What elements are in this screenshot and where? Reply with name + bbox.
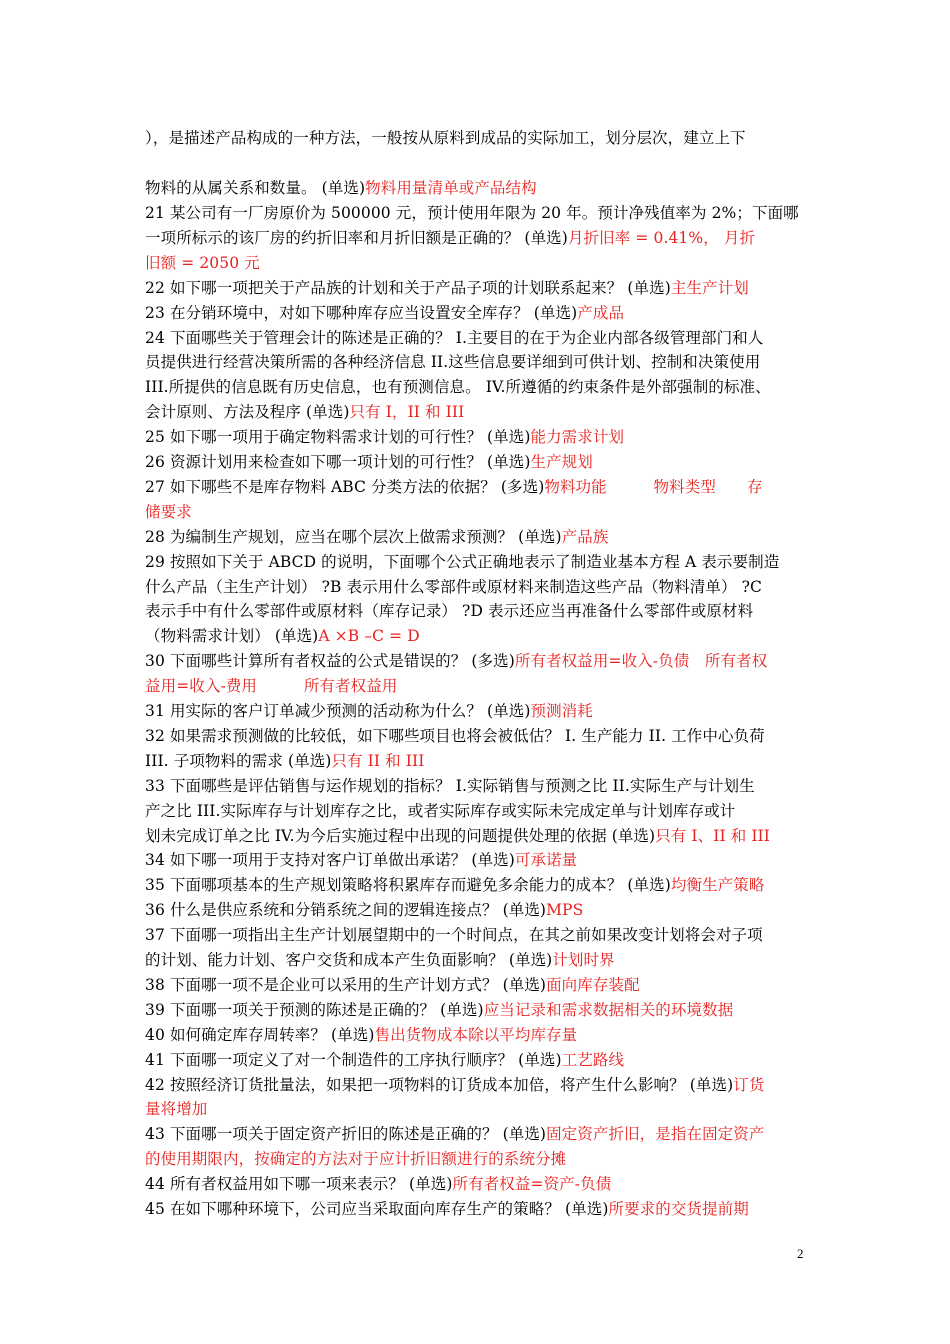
question-text: 40 如何确定库存周转率？ (单选) [145,1025,375,1044]
text-line [145,301,624,326]
question-text: 33 下面哪些是评估销售与运作规划的指标？ I.实际销售与预测之比 II.实际生产与计划生 [145,776,755,795]
question-text: 什么产品（主生产计划） ?B 表示用什么零部件或原材料来制造这些产品（物料清单） ?C [145,577,762,596]
question-text: 37 下面哪一项指出主生产计划展望期中的一个时间点，在其之前如果改变计划将会对子项 [145,926,763,945]
answer-text: MPS [546,901,584,920]
text-line [145,500,192,525]
text-line [145,350,760,375]
text-line [145,873,764,898]
question-text: 的计划、能力计划、客户交货和成本产生负面影响？ (单选) [145,951,553,969]
question-text: 产之比 III.实际库存与计划库存之比，或者实际库存或实际未完成定单与计划库存或计 [145,801,736,820]
question-text: 表示手中有什么零部件或原材料（库存记录） ?D 表示还应当再准备什么零部件或原材料 [145,602,754,621]
answer-text: 工艺路线 [561,1050,625,1069]
text-line [145,624,420,649]
question-text: 38 下面哪一项不是企业可以采用的生产计划方式？ (单选) [145,975,547,994]
answer-text: 的使用期限内，按确定的方法对于应计折旧额进行的系统分摊 [145,1150,567,1169]
answer-text: 所有者权益=资产-负债 [452,1175,612,1194]
question-text: III.所提供的信息既有历史信息，也有预测信息。 IV.所遵循的约束条件是外部强制的标准、 [145,378,771,397]
answer-text: 储要求 [145,502,192,521]
text-line [145,1097,207,1122]
question-text: 42 按照经济订货批量法，如果把一项物料的订货成本加倍，将产生什么影响？ (单选) [145,1075,734,1094]
answer-text: 物料用量清单或产品结构 [365,179,537,197]
text-line [145,475,763,500]
question-text: 一项所标示的该厂房的约折旧率和月折旧额是正确的？ (单选) [145,228,568,247]
answer-text: 面向库存装配 [546,975,640,994]
answer-text: 主生产计划 [670,278,749,297]
question-text: 划未完成订单之比 IV.为今后实施过程中出现的问题提供处理的依据 (单选) [145,826,656,845]
text-line [145,226,755,251]
text-line [145,998,733,1023]
text-line [145,176,537,201]
question-text: 39 下面哪一项关于预测的陈述是正确的？ (单选) [145,1000,484,1019]
answer-text: 可承诺量 [514,851,578,870]
question-text: 24 下面哪些关于管理会计的陈述是正确的？ I.主要目的在于为企业内部各级管理部门和人 [145,328,764,347]
question-text: 物料的从属关系和数量。 (单选) [145,179,366,197]
answer-text: 均衡生产策略 [670,876,765,895]
text-line [145,599,753,624]
question-text: 29 按照如下关于 ABCD 的说明，下面哪个公式正确地表示了制造业基本方程 A 表示要制造 [145,552,780,571]
text-line [145,824,770,849]
text-line [145,126,746,151]
question-text: ），是描述产品构成的一种方法，一般按从原料到成品的实际加工，划分层次，建立上下 [145,129,746,147]
question-text: 25 如下哪一项用于确定物料需求计划的可行性？ (单选) [145,428,531,447]
answer-text: 只有 I、II 和 III [655,826,771,845]
text-line [145,375,771,400]
text-line [145,276,749,301]
question-text: 44 所有者权益用如下哪一项来表示？ (单选) [145,1175,453,1194]
answer-text: 生产规划 [530,453,593,471]
question-text: 30 下面哪些计算所有者权益的公式是错误的？ (多选) [145,652,515,671]
answer-text: 物料功能 物料类型 存 [544,477,763,496]
answer-text: 售出货物成本除以平均库存量 [374,1025,578,1044]
question-text: 27 如下哪些不是库存物料 ABC 分类方法的依据？ (多选) [145,477,545,496]
question-text: III. 子项物料的需求 (单选) [145,751,332,770]
question-text: 员提供进行经营决策所需的各种经济信息 II.这些信息要详细到可供计划、控制和决策使用 [145,353,761,372]
text-line [145,649,767,674]
text-line [145,774,755,799]
text-line [145,525,609,550]
answer-text: 订货 [733,1075,765,1094]
question-text: 会计原则、方法及程序 (单选) [145,403,350,422]
answer-text: 固定资产折旧，是指在固定资产 [546,1125,765,1144]
text-line [145,1122,764,1147]
page-number: 2 [797,1246,804,1261]
question-text: 32 如果需求预测做的比较低，如下哪些项目也将会被低估？ I. 生产能力 II. 工作中心负荷 [145,726,765,745]
answer-text: 产成品 [577,303,625,322]
question-text: 36 什么是供应系统和分销系统之间的逻辑连接点？ (单选) [145,901,547,920]
question-text: （物料需求计划） (单选) [145,627,319,646]
text-line [145,1048,624,1073]
text-line [145,699,593,724]
text-line [145,1073,764,1098]
answer-text: 应当记录和需求数据相关的环境数据 [483,1000,734,1019]
answer-text: 量将增加 [145,1100,208,1119]
text-line [145,1023,577,1048]
answer-text: 只有 II 和 III [331,751,425,770]
answer-text: 产品族 [561,527,609,546]
question-text: 21 某公司有一厂房原价为 500000 元，预计使用年限为 20 年。预计净残值率为 2%；下面哪 [145,204,799,222]
answer-text: 所有者权益用=收入-负债 所有者权 [514,652,768,671]
text-line [145,400,464,425]
answer-text: 所要求的交货提前期 [608,1200,749,1218]
text-line [145,450,593,475]
text-line [145,251,260,276]
text-line [145,724,765,749]
text-line [145,674,397,699]
answer-text: 只有 I，II 和 III [349,403,465,422]
question-text: 41 下面哪一项定义了对一个制造件的工序执行顺序？ (单选) [145,1050,562,1069]
text-line [145,575,762,600]
text-line [145,848,577,873]
text-line [145,550,779,575]
text-line [145,948,615,973]
question-text: 22 如下哪一项把关于产品族的计划和关于产品子项的计划联系起来？ (单选) [145,278,671,297]
text-line [145,799,735,824]
text-line [145,326,763,351]
question-text: 23 在分销环境中，对如下哪种库存应当设置安全库存？ (单选) [145,303,578,322]
text-line [145,973,640,998]
question-text: 34 如下哪一项用于支持对客户订单做出承诺？ (单选) [145,851,515,870]
question-text: 28 为编制生产规划，应当在哪个层次上做需求预测？ (单选) [145,527,562,546]
answer-text: A ×B –C = D [318,627,420,646]
text-line [145,1172,611,1197]
text-line [145,201,799,226]
answer-text: 旧额 = 2050 元 [145,253,260,272]
text-line [145,1197,749,1222]
answer-text: 月折旧率 = 0.41%， 月折 [567,228,756,247]
answer-text: 预测消耗 [530,702,593,720]
text-line [145,1147,566,1172]
text-line [145,923,763,948]
text-line [145,898,583,923]
question-text: 45 在如下哪种环境下，公司应当采取面向库存生产的策略？ (单选) [145,1200,609,1218]
answer-text: 计划时界 [552,951,615,969]
question-text: 35 下面哪项基本的生产规划策略将积累库存而避免多余能力的成本？ (单选) [145,876,671,895]
question-text: 31 用实际的客户订单减少预测的活动称为什么？ (单选) [145,702,531,720]
text-line [145,749,424,774]
answer-text: 益用=收入-费用 所有者权益用 [145,677,398,696]
question-text: 26 资源计划用来检查如下哪一项计划的可行性？ (单选) [145,453,531,471]
answer-text: 能力需求计划 [530,428,625,447]
text-line [145,425,624,450]
question-text: 43 下面哪一项关于固定资产折旧的陈述是正确的？ (单选) [145,1125,547,1144]
